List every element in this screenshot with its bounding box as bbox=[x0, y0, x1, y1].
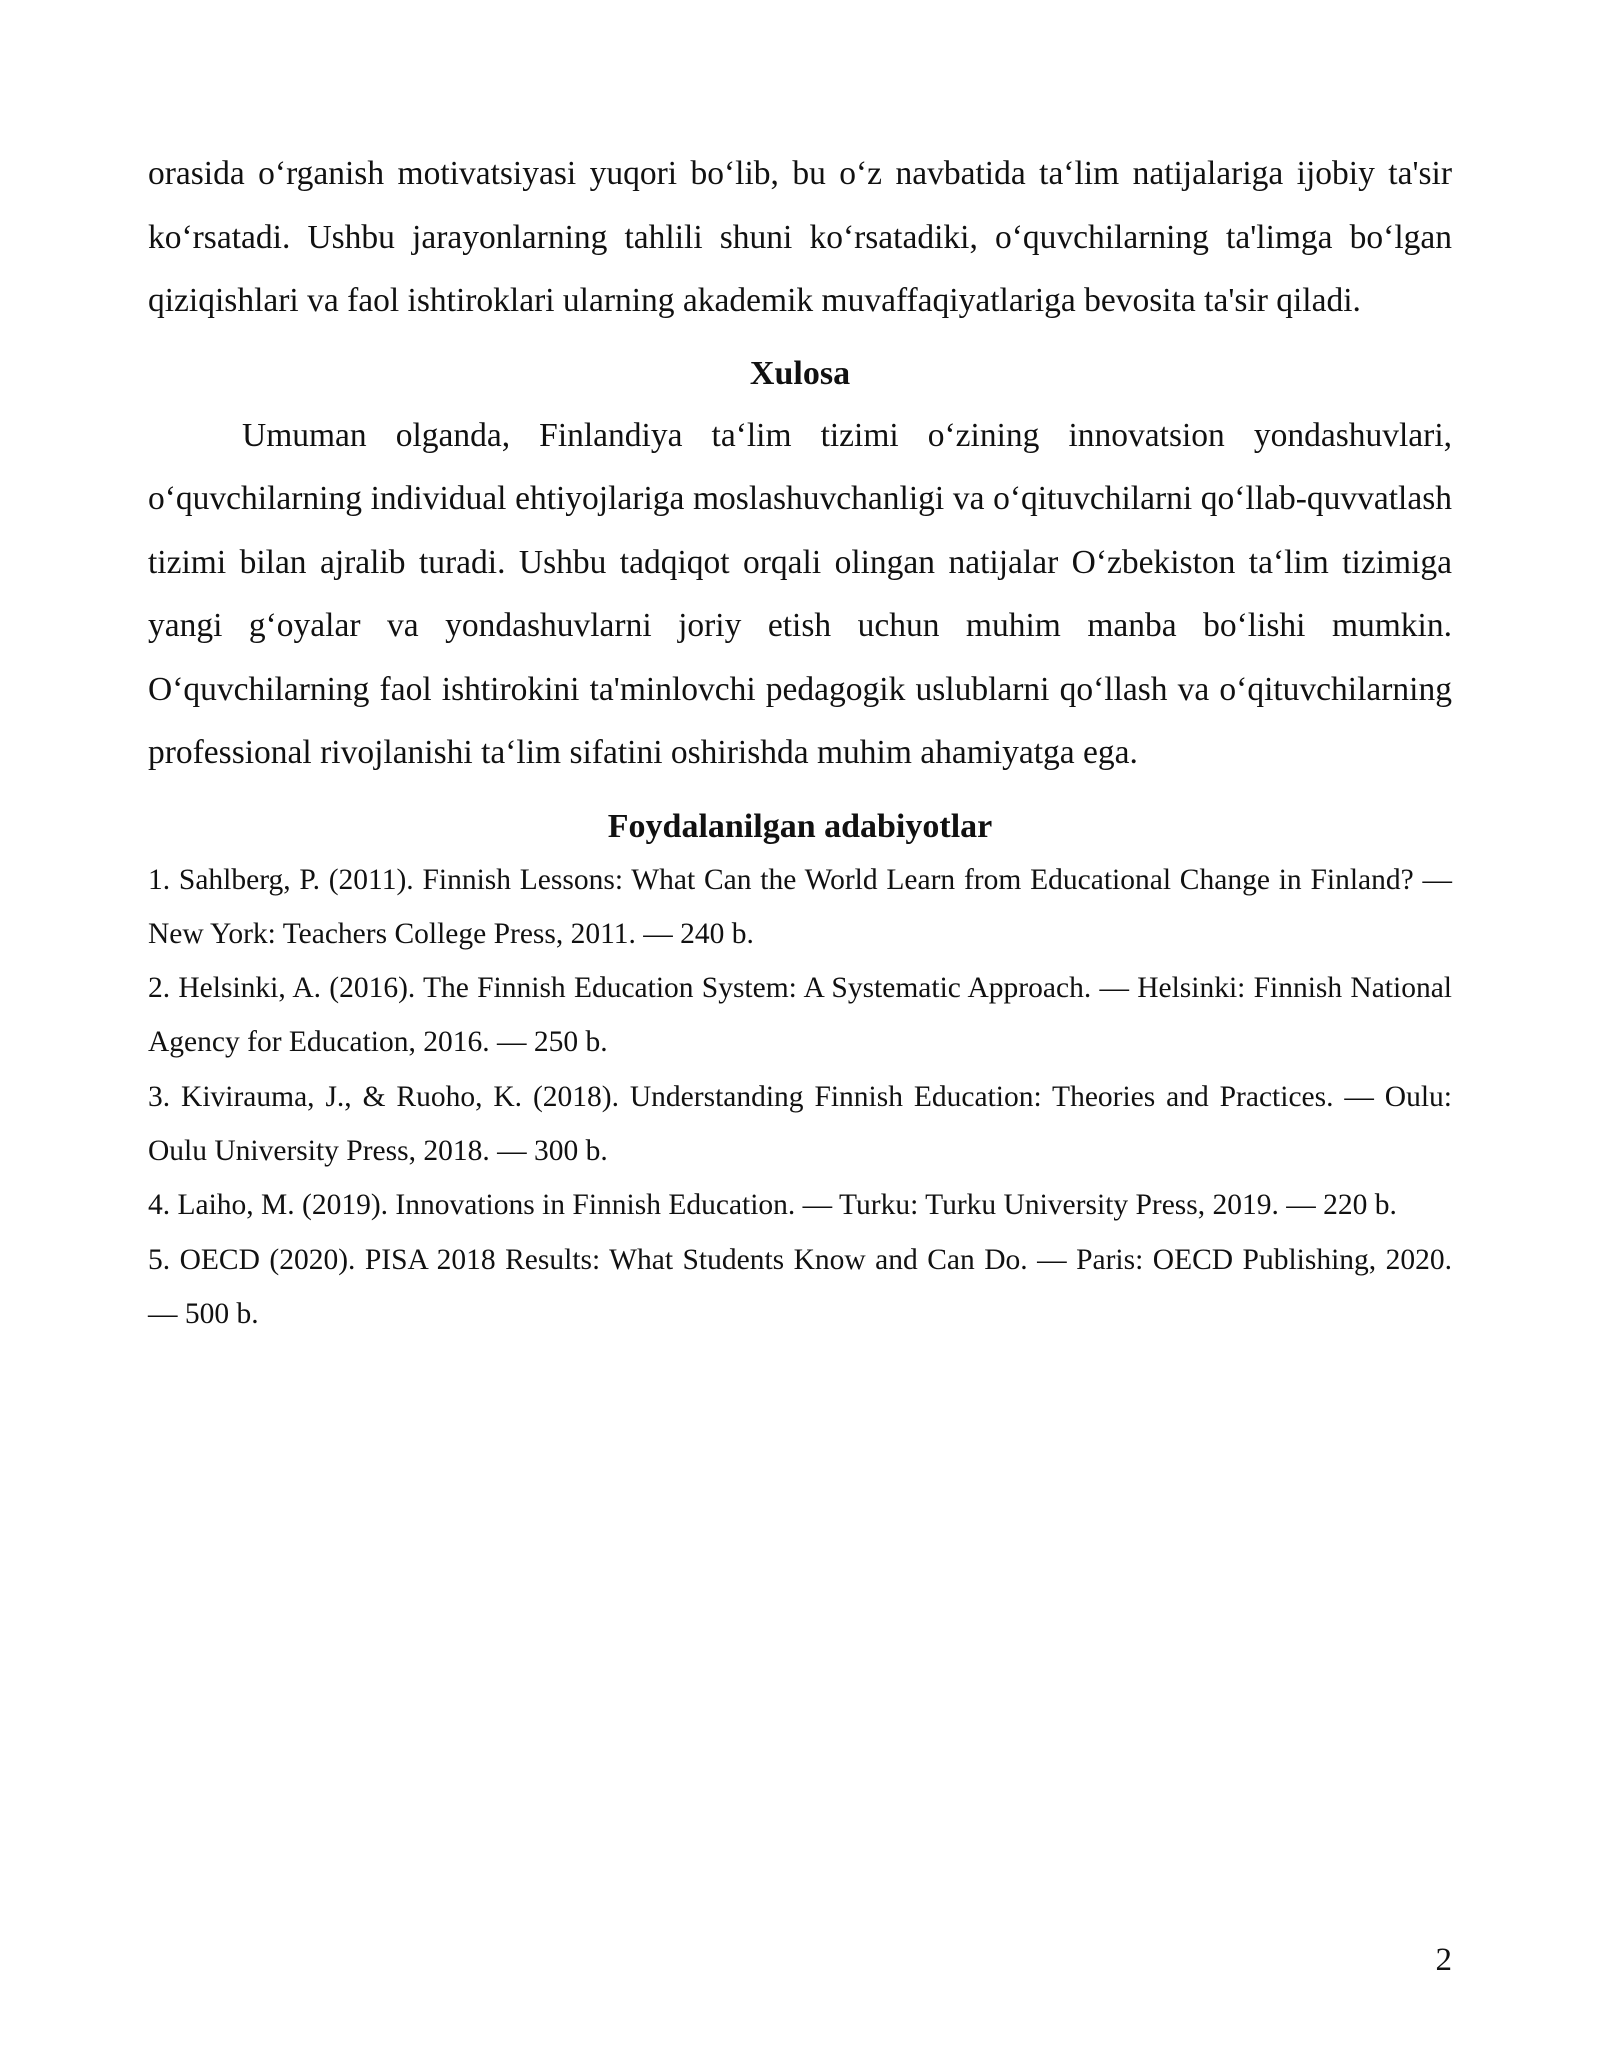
references-list bbox=[148, 853, 1452, 1342]
reference-item: 1. Sahlberg, P. (2011). Finnish Lessons: What Can the World Learn from Educational Change in Finland? — New York: Teachers College Press, 2011. — 240 b. bbox=[148, 863, 1452, 950]
intro-continuation-paragraph: orasida o‘rganish motivatsiyasi yuqori bo‘lib, bu o‘z navbatida ta‘lim natijalariga ijobiy ta'sir ko‘rsatadi. Ushbu jarayonlarning tahlili shuni ko‘rsatadiki, o‘quvchilarning ta'limga bo‘lgan qiziqishlari va faol ishtiroklari ularning akademik muvaffaqiyatlariga bevosita ta'sir qiladi. bbox=[148, 155, 1452, 319]
reference-item: 4. Laiho, M. (2019). Innovations in Finnish Education. — Turku: Turku University Press, 2019. — 220 b. bbox=[148, 1189, 1397, 1222]
conclusion-heading: Xulosa bbox=[749, 354, 851, 392]
page-number: 2 bbox=[1435, 1942, 1452, 1978]
reference-item: 5. OECD (2020). PISA 2018 Results: What Students Know and Can Do. — Paris: OECD Publishing, 2020. — 500 b. bbox=[148, 1243, 1452, 1330]
reference-item: 2. Helsinki, A. (2016). The Finnish Education System: A Systematic Approach. — Helsinki: Finnish National Agency for Education, 2016. — 250 b. bbox=[148, 972, 1452, 1059]
reference-item: 3. Kivirauma, J., & Ruoho, K. (2018). Understanding Finnish Education: Theories and Practices. — Oulu: Oulu University Press, 2018. — 300 b. bbox=[148, 1080, 1452, 1167]
conclusion-paragraph: Umuman olganda, Finlandiya ta‘lim tizimi o‘zining innovatsion yondashuvlari, o‘quvchilarning individual ehtiyojlariga moslashuvchanligi va o‘qituvchilarni qo‘llab-quvvatlash tizimi bilan ajralib turadi. Ushbu tadqiqot orqali olingan natijalar O‘zbekiston ta‘lim tizimiga yangi g‘oyalar va yondashuvlarni joriy etish uchun muhim manba bo‘lishi mumkin. O‘quvchilarning faol ishtirokini ta'minlovchi pedagogik uslublarni qo‘llash va o‘qituvchilarning professional rivojlanishi ta‘lim sifatini oshirishda muhim ahamiyatga ega. bbox=[148, 416, 1452, 771]
references-heading: Foydalanilgan adabiyotlar bbox=[607, 807, 993, 845]
page-content bbox=[148, 142, 1452, 1341]
